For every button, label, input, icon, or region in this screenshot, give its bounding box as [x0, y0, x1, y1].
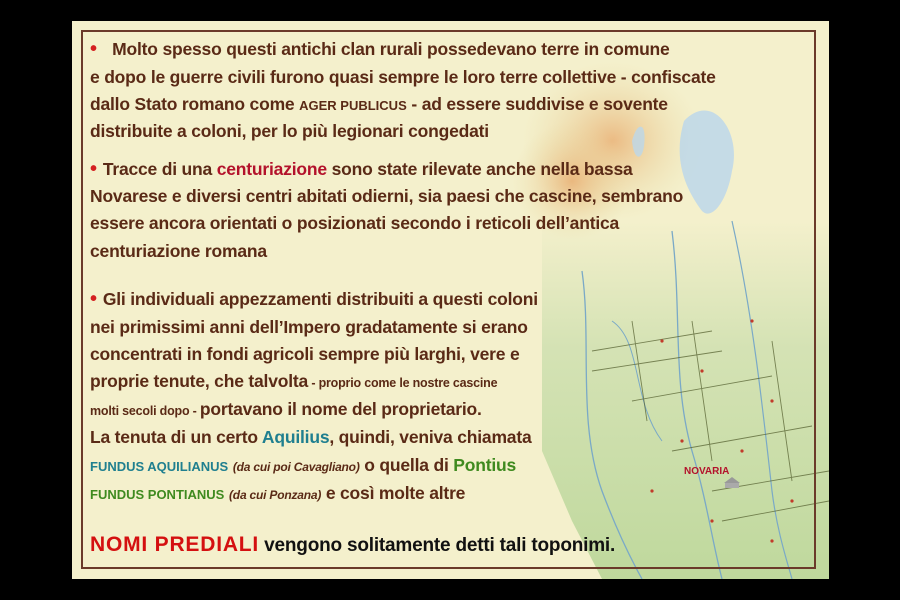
- p3-line5-small: molti secoli dopo -: [90, 404, 200, 418]
- bullet-icon: •: [90, 158, 97, 180]
- p3-line4-small: - proprio come le nostre cascine: [308, 376, 498, 390]
- p3-line5-b: portavano il nome del proprietario.: [199, 399, 482, 419]
- closing-text: vengono solitamente detti tali toponimi.: [259, 535, 616, 556]
- centuriazione-highlight: centuriazione: [216, 159, 327, 179]
- p2-line4: centuriazione romana: [90, 241, 267, 261]
- p3-line4-a: proprie tenute, che talvolta: [90, 371, 309, 391]
- aquilius-name: Aquilius: [261, 427, 330, 447]
- closing-line: [90, 533, 615, 558]
- p3-line8-b: e così molte altre: [321, 483, 466, 503]
- fundus-aquilianus: FUNDUS AQUILIANUS: [90, 459, 229, 474]
- cavagliano-note: (da cui poi Cavagliano): [232, 460, 360, 474]
- p3-line4: [90, 369, 497, 395]
- p3-line3: concentrati in fondi agricoli sempre più larghi, vere e: [90, 344, 520, 364]
- p1-line3-b: - ad essere suddivise e sovente: [406, 94, 668, 114]
- p1-line2: e dopo le guerre civili furono quasi sempre le loro terre collettive - confiscate: [90, 67, 716, 87]
- fundus-pontianus: FUNDUS PONTIANUS: [90, 487, 225, 502]
- p3-line7: [90, 453, 516, 479]
- p3-line5: [90, 397, 482, 423]
- bullet-icon: •: [90, 38, 97, 60]
- p3-line7-b: o quella di: [359, 455, 454, 475]
- ager-publicus: AGER PUBLICUS: [299, 98, 407, 113]
- p1-line3: [90, 92, 668, 118]
- ponzana-note: (da cui Ponzana): [229, 488, 322, 502]
- p3-line6-b: , quindi, veniva chiamata: [329, 427, 532, 447]
- pontius-name: Pontius: [453, 455, 517, 475]
- p2-line1-b: sono state rilevate anche nella bassa: [326, 159, 633, 179]
- bullet-icon: •: [90, 288, 97, 310]
- p2-line1-a: Tracce di una: [102, 159, 217, 179]
- map-label-novaria: NOVARIA: [684, 466, 730, 477]
- p2-line2: Novarese e diversi centri abitati odierni, sia paesi che cascine, sembrano: [90, 186, 684, 206]
- p2-line1: [90, 157, 633, 181]
- p1-line1-text: Molto spesso questi antichi clan rurali possedevano terre in comune: [112, 39, 670, 59]
- p2-line3: essere ancora orientati o posizionati secondo i reticoli dell’antica: [90, 213, 620, 233]
- p3-line2: nei primissimi anni dell’Impero gradatamente si erano: [90, 317, 528, 337]
- p1-line3-a: dallo Stato romano come: [90, 94, 300, 114]
- p3-line1-text: Gli individuali appezzamenti distribuiti a questi coloni: [102, 289, 538, 309]
- p1-line4: distribuite a coloni, per lo più legionari congedati: [90, 121, 489, 141]
- p3-line6: [90, 425, 532, 449]
- p3-line8: [90, 481, 465, 507]
- p3-line1: [90, 287, 538, 311]
- p3-line6-a: La tenuta di un certo: [90, 427, 262, 447]
- nomi-prediali: NOMI PREDIALI: [90, 533, 260, 556]
- slide: [72, 21, 829, 579]
- p1-line1: [90, 37, 670, 61]
